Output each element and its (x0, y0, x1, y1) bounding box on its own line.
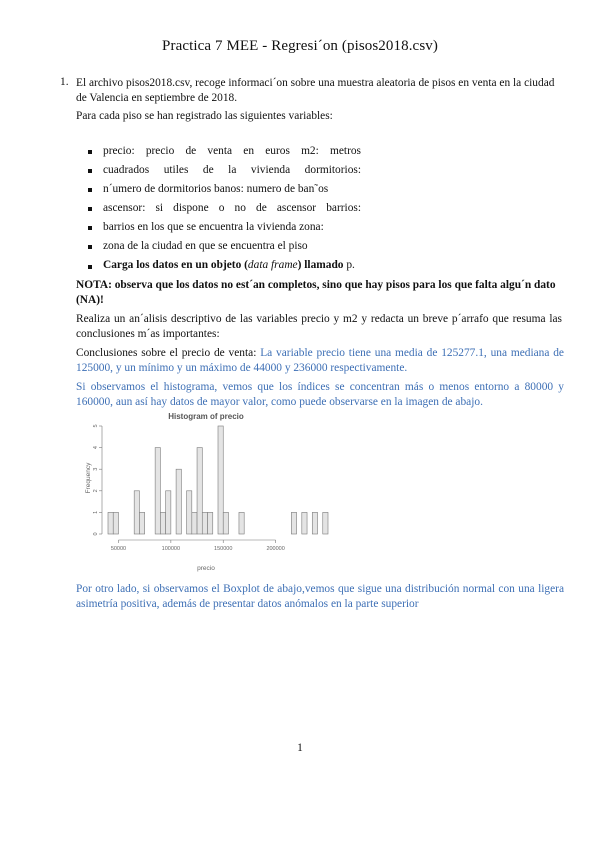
histogram-bar (108, 512, 113, 534)
histogram-bar (192, 512, 197, 534)
x-tick-label: 150000 (214, 546, 233, 552)
y-tick-label: 3 (93, 467, 99, 471)
y-tick-label: 4 (93, 446, 99, 450)
histogram-bar (197, 448, 202, 534)
task-load-data (88, 259, 355, 271)
histogram-bar (176, 469, 181, 534)
histogram-bar (291, 512, 296, 534)
histogram-bar (302, 512, 307, 534)
histogram-bar (223, 512, 228, 534)
list-item: n´umero de dormitorios banos: numero de ban˜os (88, 182, 361, 201)
variables-list (88, 144, 361, 258)
histogram-bar (160, 512, 165, 534)
x-tick-label: 100000 (161, 546, 181, 552)
chart-xlabel: precio (197, 565, 215, 572)
histogram-bar (312, 512, 317, 534)
histogram-bar (155, 448, 160, 534)
list-item: precio: precio de venta en euros m2: metros (88, 144, 361, 163)
list-item: zona de la ciudad en que se encuentra el piso (88, 239, 361, 258)
variables-intro: Para cada piso se han registrado las siguientes variables: (76, 110, 333, 122)
histogram-bar (239, 512, 244, 534)
chart-ylabel: Frequency (85, 462, 92, 494)
conclusions-paragraph (76, 346, 564, 376)
item-number: 1. (60, 76, 69, 88)
boxplot-paragraph: Por otro lado, si observamos el Boxplot de abajo,vemos que sigue una distribución normal con una ligera asimetría positiva, además de presentar datos anómalos en la parte superior (76, 583, 564, 610)
document-title: Practica 7 MEE - Regresi´on (pisos2018.csv) (162, 38, 438, 54)
y-tick-label: 2 (93, 489, 99, 493)
histogram-chart (78, 408, 336, 574)
histogram-bar (187, 491, 192, 534)
conclusions-label: Conclusiones sobre el precio de venta: (76, 347, 257, 359)
analysis-instruction: Realiza un an´alisis descriptivo de las variables precio y m2 y redacta un breve p´arrafo que resuma las conclusiones m´as importantes: (76, 313, 562, 340)
y-tick-label: 0 (93, 532, 99, 536)
page-number: 1 (297, 742, 303, 754)
x-tick-label: 50000 (110, 546, 127, 552)
histogram-bar (166, 491, 171, 534)
histogram-bar (218, 426, 223, 534)
histogram-bar (208, 512, 213, 534)
histogram-bar (139, 512, 144, 534)
x-tick-label: 200000 (266, 546, 285, 552)
task-tail: p. (343, 259, 355, 271)
y-tick-label: 1 (93, 510, 99, 514)
histogram-bar (134, 491, 139, 534)
task-bold-part1: Carga los datos en un objeto ( (103, 259, 248, 271)
nota-paragraph: NOTA: observa que los datos no est´an completos, sino que hay pisos para los que falta algu´n dato (NA)! (76, 279, 556, 306)
list-item: cuadrados utiles de la vivienda dormitorios: (88, 163, 361, 182)
list-item: barrios en los que se encuentra la vivienda zona: (88, 220, 361, 239)
task-bold-part2: ) llamado (297, 259, 344, 271)
histogram-bar (113, 512, 118, 534)
chart-title: Histogram of precio (168, 412, 244, 421)
conclusions-text: La variable precio tiene una media de 125277.1, una mediana de 125000, y un mínimo y un máximo de 44000 y 236000 respectivamente. (76, 347, 564, 374)
task-italic-part: data frame (247, 259, 298, 271)
y-tick-label: 5 (93, 424, 99, 428)
intro-paragraph: El archivo pisos2018.csv, recoge informaci´on sobre una muestra aleatoria de pisos en venta en la ciudad de Valencia en septiembre de 2018. (76, 77, 555, 104)
list-item: ascensor: si dispone o no de ascensor barrios: (88, 201, 361, 220)
histogram-paragraph: Si observamos el histograma, vemos que los índices se concentran más o menos entorno a 80000 y 160000, aun así hay datos de mayor valor, como puede observarse en la imagen de abajo. (76, 381, 564, 408)
histogram-bar (323, 512, 328, 534)
histogram-bar (202, 512, 207, 534)
